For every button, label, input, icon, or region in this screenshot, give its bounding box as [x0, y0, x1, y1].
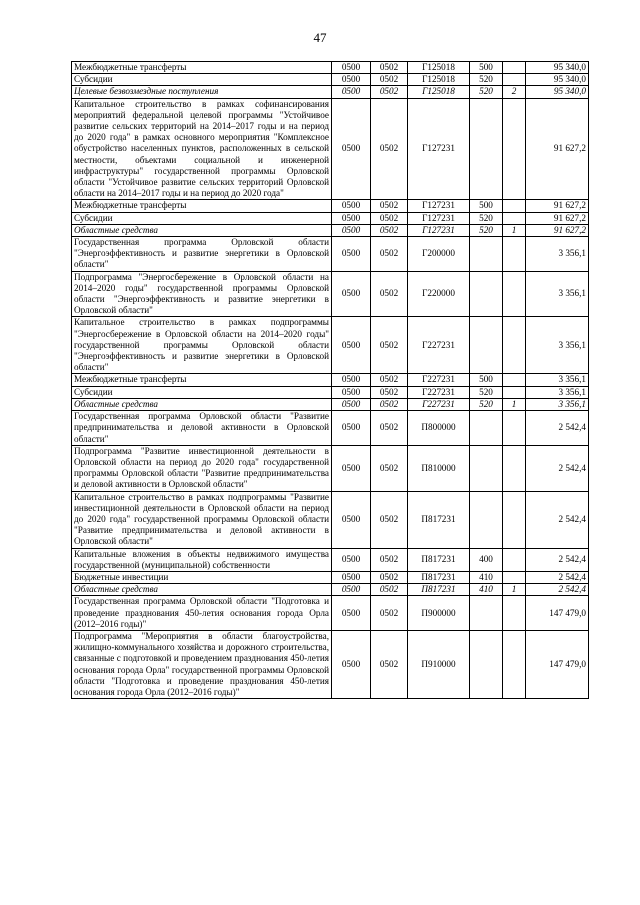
row-expense-type-cell: 410 [470, 584, 503, 596]
row-amount-cell: 91 627,2 [526, 98, 589, 200]
row-amount-cell: 91 627,2 [526, 224, 589, 236]
row-subsection-cell: 0502 [371, 398, 408, 410]
row-subsection-cell: 0502 [371, 98, 408, 200]
row-target-article-cell: Г200000 [408, 237, 470, 272]
row-amount-cell: 3 356,1 [526, 374, 589, 386]
row-name-cell: Межбюджетные трансферты [72, 62, 332, 74]
row-section-cell: 0500 [332, 411, 371, 446]
row-name-cell: Капитальное строительство в рамках подпрограммы "Развитие инвестиционной деятельности в Орловской области на период до 2020 года" государственной программы Орловской области "Развитие предпринимательства и деловой активности в Орловской области" [72, 491, 332, 548]
row-amount-cell: 95 340,0 [526, 74, 589, 86]
row-subsection-cell: 0502 [371, 74, 408, 86]
row-subsection-cell: 0502 [371, 374, 408, 386]
row-section-cell: 0500 [332, 212, 371, 224]
row-target-article-cell: Г220000 [408, 271, 470, 317]
row-subsection-cell: 0502 [371, 386, 408, 398]
row-name-cell: Межбюджетные трансферты [72, 200, 332, 212]
row-section-cell: 0500 [332, 571, 371, 583]
row-name-cell: Бюджетные инвестиции [72, 571, 332, 583]
row-target-article-cell: Г127231 [408, 200, 470, 212]
row-section-cell: 0500 [332, 74, 371, 86]
row-expense-type-cell [470, 237, 503, 272]
row-section-cell: 0500 [332, 224, 371, 236]
row-name-cell: Областные средства [72, 584, 332, 596]
table-row [72, 271, 589, 317]
table-row [72, 317, 589, 374]
table-row [72, 237, 589, 272]
row-amount-cell: 2 542,4 [526, 445, 589, 491]
row-amount-cell: 3 356,1 [526, 386, 589, 398]
table-row [72, 74, 589, 86]
row-name-cell: Государственная программа Орловской области "Развитие предпринимательства и деловой активности в Орловской области" [72, 411, 332, 446]
row-amount-cell: 3 356,1 [526, 271, 589, 317]
row-amount-cell: 91 627,2 [526, 200, 589, 212]
row-section-cell: 0500 [332, 86, 371, 98]
page-number: 47 [313, 30, 327, 45]
row-expense-type-cell: 500 [470, 62, 503, 74]
row-section-cell: 0500 [332, 584, 371, 596]
row-section-cell: 0500 [332, 398, 371, 410]
row-expense-type-cell: 520 [470, 224, 503, 236]
table-row [72, 224, 589, 236]
row-target-article-cell: Г227231 [408, 317, 470, 374]
row-amount-cell: 2 542,4 [526, 548, 589, 571]
row-subsection-cell: 0502 [371, 237, 408, 272]
row-target-article-cell: П817231 [408, 571, 470, 583]
row-target-article-cell: П900000 [408, 596, 470, 631]
table-row [72, 630, 589, 698]
row-subsection-cell: 0502 [371, 571, 408, 583]
row-amount-cell: 3 356,1 [526, 317, 589, 374]
row-source-code-cell [503, 571, 526, 583]
row-expense-type-cell [470, 596, 503, 631]
row-amount-cell: 147 479,0 [526, 630, 589, 698]
row-name-cell: Субсидии [72, 386, 332, 398]
row-source-code-cell [503, 411, 526, 446]
row-target-article-cell: Г227231 [408, 374, 470, 386]
row-target-article-cell: П910000 [408, 630, 470, 698]
row-subsection-cell: 0502 [371, 445, 408, 491]
row-subsection-cell: 0502 [371, 491, 408, 548]
row-subsection-cell: 0502 [371, 86, 408, 98]
row-subsection-cell: 0502 [371, 317, 408, 374]
row-name-cell: Капитальные вложения в объекты недвижимого имущества государственной (муниципальной) собственности [72, 548, 332, 571]
row-source-code-cell [503, 374, 526, 386]
row-name-cell: Подпрограмма "Энергосбережение в Орловской области на 2014–2020 годы" государственной программы Орловской области "Энергоэффективность и развитие энергетики в Орловской области" [72, 271, 332, 317]
row-source-code-cell [503, 317, 526, 374]
row-amount-cell: 3 356,1 [526, 398, 589, 410]
row-expense-type-cell: 520 [470, 74, 503, 86]
row-section-cell: 0500 [332, 62, 371, 74]
row-expense-type-cell [470, 271, 503, 317]
row-source-code-cell: 1 [503, 398, 526, 410]
row-amount-cell: 95 340,0 [526, 62, 589, 74]
row-name-cell: Субсидии [72, 212, 332, 224]
row-amount-cell: 95 340,0 [526, 86, 589, 98]
row-amount-cell: 2 542,4 [526, 571, 589, 583]
row-expense-type-cell [470, 411, 503, 446]
row-expense-type-cell [470, 317, 503, 374]
row-amount-cell: 2 542,4 [526, 491, 589, 548]
row-source-code-cell [503, 74, 526, 86]
row-name-cell: Областные средства [72, 224, 332, 236]
table-body [72, 62, 589, 699]
row-target-article-cell: Г127231 [408, 98, 470, 200]
row-name-cell: Субсидии [72, 74, 332, 86]
row-source-code-cell: 1 [503, 584, 526, 596]
row-amount-cell: 2 542,4 [526, 584, 589, 596]
row-source-code-cell [503, 445, 526, 491]
row-name-cell: Капитальное строительство в рамках софинансирования мероприятий федеральной целевой программы "Устойчивое развитие сельских территорий на 2014–2017 годы и на период до 2020 года" в рамках основного мероприятия "Комплексное обустройство населенных пунктов, расположенных в сельской местности, объектами социальной и инженерной инфраструктуры" государственной программы Орловской области "Устойчивое развитие сельских территорий Орловской области на 2014–2017 годы и на период до 2020 года" [72, 98, 332, 200]
row-subsection-cell: 0502 [371, 411, 408, 446]
row-source-code-cell [503, 596, 526, 631]
row-target-article-cell: Г227231 [408, 398, 470, 410]
row-expense-type-cell: 520 [470, 386, 503, 398]
row-source-code-cell: 2 [503, 86, 526, 98]
row-expense-type-cell: 500 [470, 374, 503, 386]
row-source-code-cell [503, 386, 526, 398]
row-target-article-cell: Г125018 [408, 86, 470, 98]
row-amount-cell: 147 479,0 [526, 596, 589, 631]
row-source-code-cell [503, 200, 526, 212]
table-row [72, 374, 589, 386]
row-amount-cell: 91 627,2 [526, 212, 589, 224]
row-subsection-cell: 0502 [371, 62, 408, 74]
row-section-cell: 0500 [332, 445, 371, 491]
row-subsection-cell: 0502 [371, 584, 408, 596]
row-name-cell: Целевые безвозмездные поступления [72, 86, 332, 98]
row-section-cell: 0500 [332, 317, 371, 374]
row-subsection-cell: 0502 [371, 596, 408, 631]
table-row [72, 584, 589, 596]
table-row [72, 62, 589, 74]
row-subsection-cell: 0502 [371, 271, 408, 317]
table-row [72, 596, 589, 631]
row-expense-type-cell [470, 98, 503, 200]
row-expense-type-cell: 400 [470, 548, 503, 571]
row-name-cell: Областные средства [72, 398, 332, 410]
row-name-cell: Межбюджетные трансферты [72, 374, 332, 386]
row-target-article-cell: Г227231 [408, 386, 470, 398]
row-amount-cell: 3 356,1 [526, 237, 589, 272]
row-expense-type-cell: 500 [470, 200, 503, 212]
table-row [72, 548, 589, 571]
row-section-cell: 0500 [332, 374, 371, 386]
row-subsection-cell: 0502 [371, 200, 408, 212]
table-row [72, 86, 589, 98]
table-row [72, 445, 589, 491]
row-subsection-cell: 0502 [371, 630, 408, 698]
row-section-cell: 0500 [332, 200, 371, 212]
row-source-code-cell [503, 271, 526, 317]
table-row [72, 398, 589, 410]
row-amount-cell: 2 542,4 [526, 411, 589, 446]
table-row [72, 98, 589, 200]
row-target-article-cell: Г125018 [408, 62, 470, 74]
row-target-article-cell: П810000 [408, 445, 470, 491]
row-section-cell: 0500 [332, 98, 371, 200]
row-name-cell: Капитальное строительство в рамках подпрограммы "Энергосбережение в Орловской области на 2014–2020 годы" государственной программы Орловской области "Энергоэффективность и развитие энергетики в Орловской области" [72, 317, 332, 374]
row-name-cell: Подпрограмма "Мероприятия в области благоустройства, жилищно-коммунального хозяйства и дорожного строительства, связанные с подготовкой и проведением празднования 450-летия основания города Орла" государственной программы Орловской области "Подготовка и проведение празднования 450-летия основания города Орла (2012–2016 годы)" [72, 630, 332, 698]
row-expense-type-cell [470, 630, 503, 698]
row-source-code-cell [503, 212, 526, 224]
row-expense-type-cell: 410 [470, 571, 503, 583]
row-expense-type-cell: 520 [470, 212, 503, 224]
row-target-article-cell: Г125018 [408, 74, 470, 86]
row-subsection-cell: 0502 [371, 224, 408, 236]
row-source-code-cell: 1 [503, 224, 526, 236]
table-row [72, 491, 589, 548]
row-target-article-cell: П800000 [408, 411, 470, 446]
row-expense-type-cell: 520 [470, 398, 503, 410]
row-source-code-cell [503, 62, 526, 74]
row-section-cell: 0500 [332, 271, 371, 317]
row-source-code-cell [503, 491, 526, 548]
row-section-cell: 0500 [332, 491, 371, 548]
row-name-cell: Государственная программа Орловской области "Энергоэффективность и развитие энергетики в Орловской области" [72, 237, 332, 272]
row-source-code-cell [503, 548, 526, 571]
row-target-article-cell: Г127231 [408, 212, 470, 224]
row-section-cell: 0500 [332, 386, 371, 398]
row-section-cell: 0500 [332, 630, 371, 698]
row-expense-type-cell: 520 [470, 86, 503, 98]
row-expense-type-cell [470, 491, 503, 548]
table-row [72, 200, 589, 212]
row-expense-type-cell [470, 445, 503, 491]
table-row [72, 386, 589, 398]
row-source-code-cell [503, 98, 526, 200]
table-row [72, 212, 589, 224]
row-name-cell: Государственная программа Орловской области "Подготовка и проведение празднования 450-летия основания города Орла (2012–2016 годы)" [72, 596, 332, 631]
row-target-article-cell: П817231 [408, 548, 470, 571]
row-source-code-cell [503, 630, 526, 698]
row-section-cell: 0500 [332, 548, 371, 571]
table-row [72, 571, 589, 583]
row-subsection-cell: 0502 [371, 212, 408, 224]
row-source-code-cell [503, 237, 526, 272]
row-target-article-cell: Г127231 [408, 224, 470, 236]
budget-table [71, 61, 589, 699]
row-target-article-cell: П817231 [408, 584, 470, 596]
row-name-cell: Подпрограмма "Развитие инвестиционной деятельности в Орловской области на период до 2020 года" государственной программы Орловской области "Развитие предпринимательства и деловой активности в Орловской области" [72, 445, 332, 491]
row-section-cell: 0500 [332, 596, 371, 631]
row-target-article-cell: П817231 [408, 491, 470, 548]
row-subsection-cell: 0502 [371, 548, 408, 571]
table-row [72, 411, 589, 446]
row-section-cell: 0500 [332, 237, 371, 272]
